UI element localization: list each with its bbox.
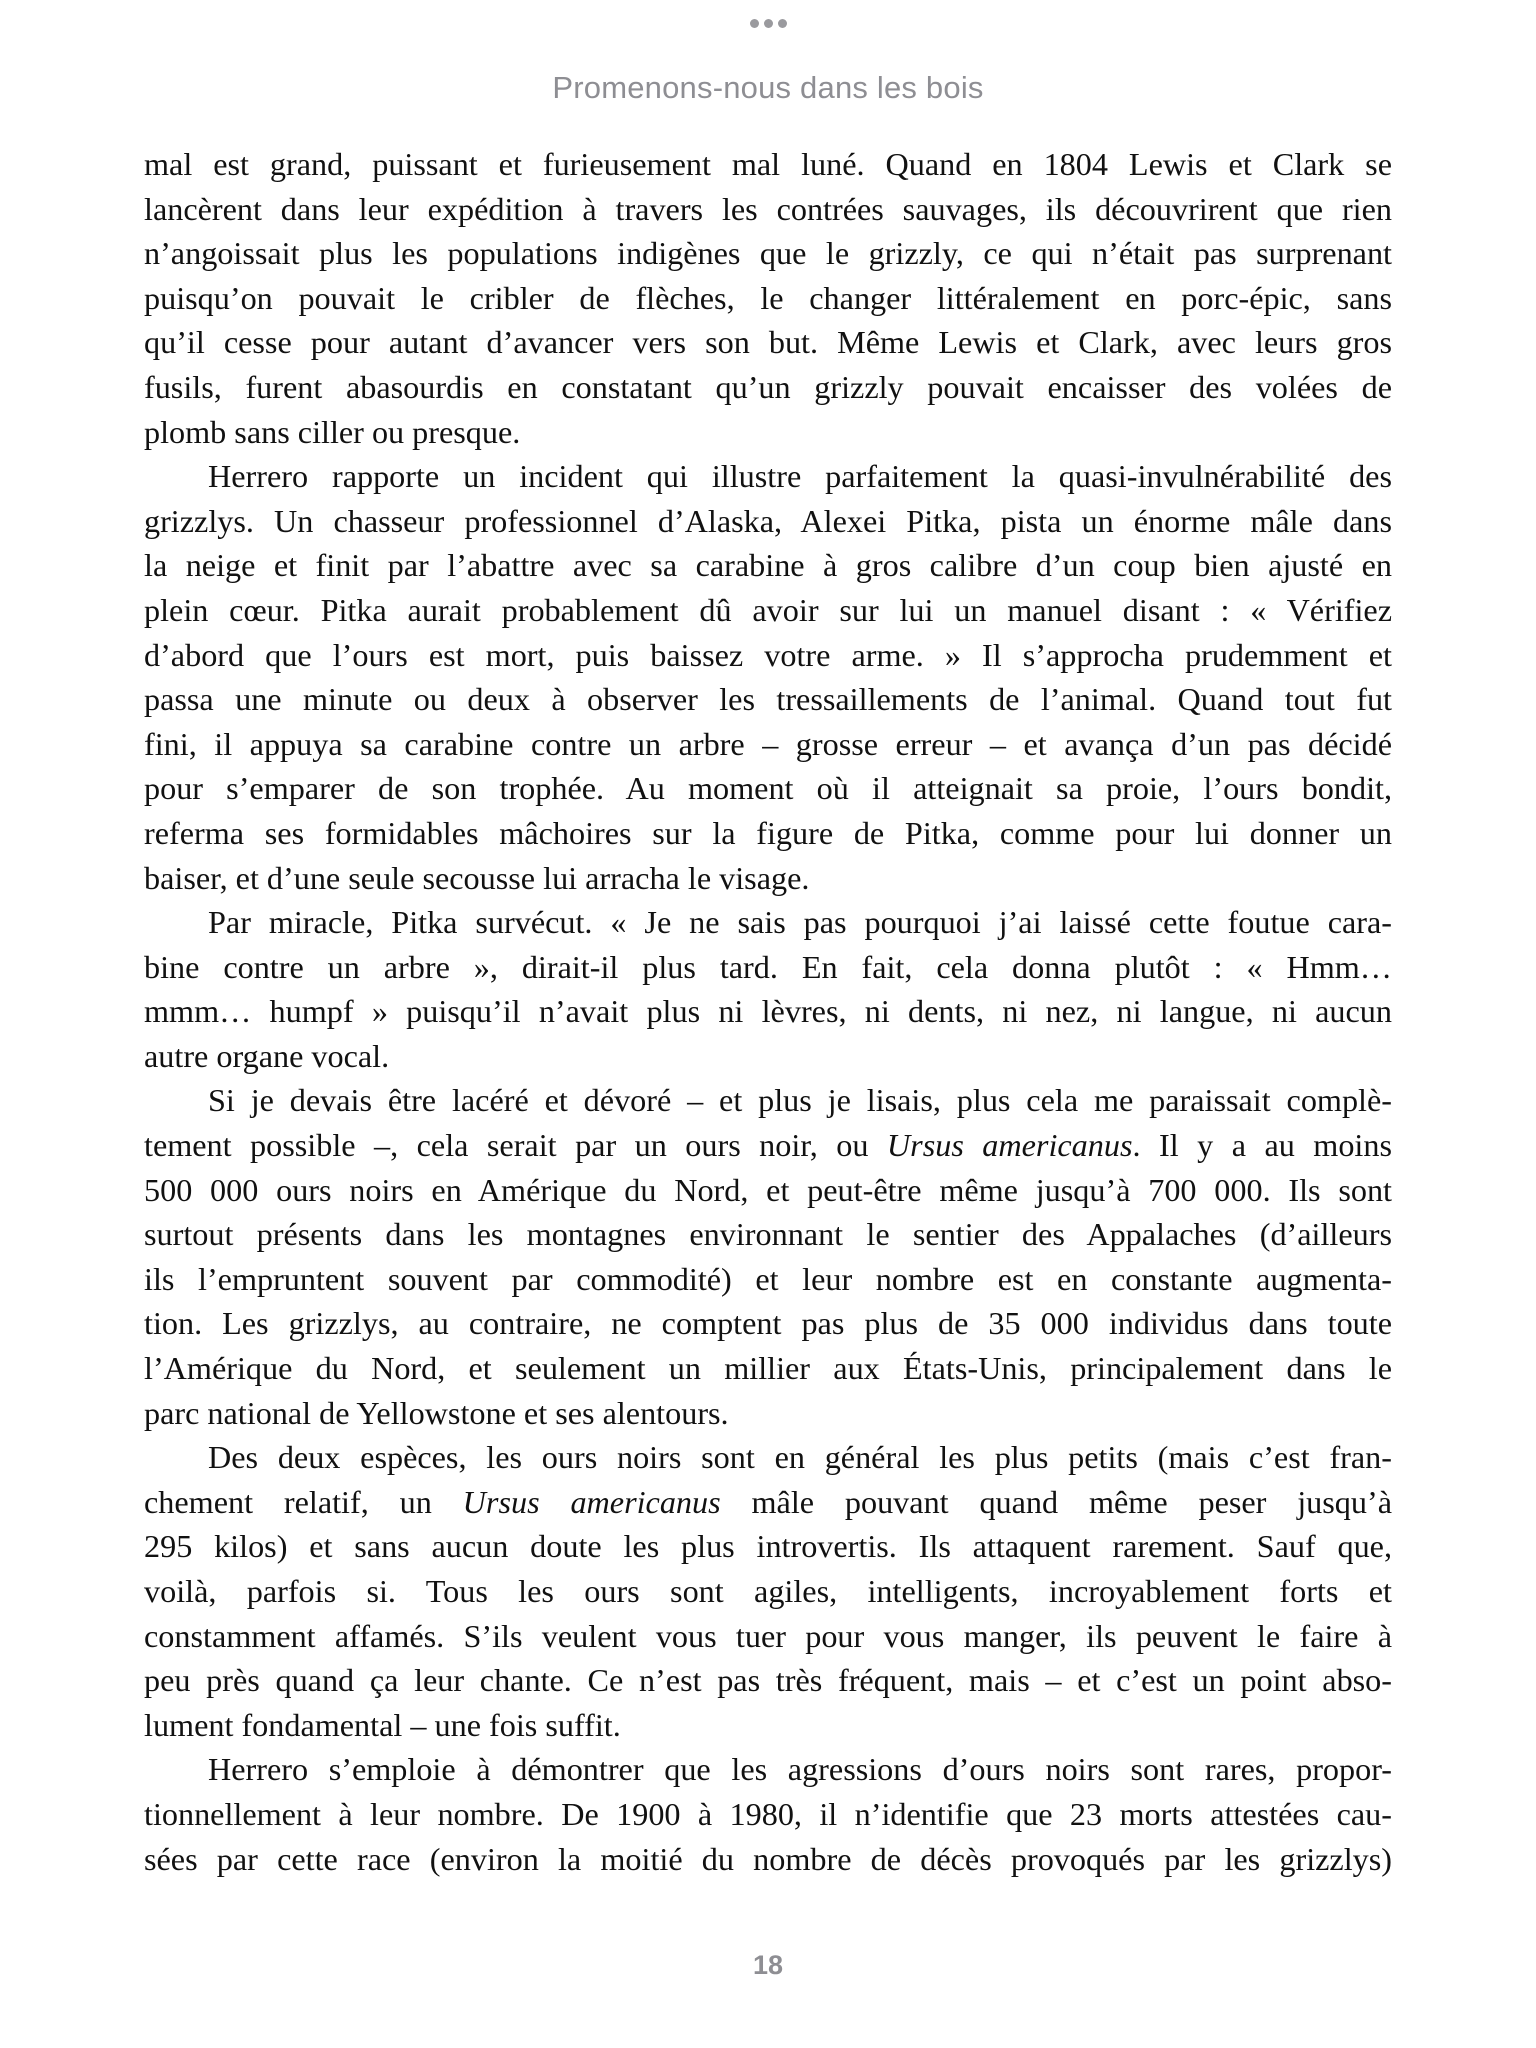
text-line: lument fondamental – une fois suffit.: [144, 1706, 621, 1743]
text-line: baiser, et d’une seule secousse lui arracha le visage.: [144, 859, 810, 896]
text-line: d’abord que l’ours est mort, puis baissez votre arme. » Il s’approcha prudemment et: [144, 636, 1392, 673]
text-line: surtout présents dans les montagnes environnant le sentier des Appalaches (d’ailleurs: [144, 1216, 1392, 1253]
text-line: l’Amérique du Nord, et seulement un millier aux États-Unis, principalement dans le: [144, 1350, 1392, 1387]
text-line: puisqu’on pouvait le cribler de flèches, le changer littéralement en porc-épic, sans: [144, 279, 1392, 316]
text-line: ils l’empruntent souvent par commodité) et leur nombre est en constante augmenta-: [144, 1260, 1392, 1297]
text-line: tionnellement à leur nombre. De 1900 à 1980, il n’identifie que 23 morts attestées cau-: [144, 1795, 1392, 1832]
text-line: mal est grand, puissant et furieusement mal luné. Quand en 1804 Lewis et Clark se: [144, 146, 1392, 182]
text-line: peu près quand ça leur chante. Ce n’est pas très fréquent, mais – et c’est un point abso-: [144, 1662, 1392, 1699]
text-line: Par miracle, Pitka survécut. « Je ne sais pas pourquoi j’ai laissé cette foutue cara-: [208, 904, 1392, 941]
text-line: tion. Les grizzlys, au contraire, ne comptent pas plus de 35 000 individus dans toute: [144, 1305, 1392, 1342]
dot: [750, 19, 759, 28]
text-line: plein cœur. Pitka aurait probablement dû avoir sur lui un manuel disant : « Vérifiez: [144, 591, 1392, 628]
text-line: Si je devais être lacéré et dévoré – et plus je lisais, plus cela me paraissait complè-: [208, 1082, 1392, 1119]
text-line: Des deux espèces, les ours noirs sont en général les plus petits (mais c’est fran-: [208, 1439, 1392, 1476]
text-line: parc national de Yellowstone et ses alentours.: [144, 1394, 729, 1431]
text-line: grizzlys. Un chasseur professionnel d’Alaska, Alexei Pitka, pista un énorme mâle dans: [144, 502, 1392, 539]
text-line: n’angoissait plus les populations indigènes que le grizzly, ce qui n’était pas surprenant: [144, 235, 1392, 272]
text-line: plomb sans ciller ou presque.: [144, 413, 521, 450]
text-line: Herrero rapporte un incident qui illustre parfaitement la quasi-invulnérabilité des: [208, 458, 1392, 495]
page-number: 18: [752, 1950, 784, 1980]
text-line: voilà, parfois si. Tous les ours sont agiles, intelligents, incroyablement forts et: [144, 1573, 1392, 1609]
dot: [778, 19, 787, 28]
text-line: 295 kilos) et sans aucun doute les plus introvertis. Ils attaquent rarement. Sauf que,: [144, 1528, 1392, 1565]
text-line: tement possible –, cela serait par un ours noir, ou Ursus americanus. Il y a au moins: [144, 1127, 1392, 1164]
text-line: lancèrent dans leur expédition à travers les contrées sauvages, ils découvrirent que rien: [144, 190, 1392, 227]
text-line: 500 000 ours noirs en Amérique du Nord, et peut-être même jusqu’à 700 000. Ils sont: [144, 1171, 1392, 1208]
text-line: passa une minute ou deux à observer les tressaillements de l’animal. Quand tout fut: [144, 681, 1392, 718]
text-line: referma ses formidables mâchoires sur la figure de Pitka, comme pour lui donner un: [144, 814, 1392, 851]
text-line: la neige et finit par l’abattre avec sa carabine à gros calibre d’un coup bien ajusté en: [144, 547, 1392, 584]
text-line: constamment affamés. S’ils veulent vous tuer pour vous manger, ils peuvent le faire à: [144, 1617, 1392, 1654]
text-line: autre organe vocal.: [144, 1037, 390, 1074]
text-line: Herrero s’emploie à démontrer que les agressions d’ours noirs sont rares, propor-: [208, 1751, 1392, 1788]
text-line: sées par cette race (environ la moitié du nombre de décès provoqués par les grizzlys): [144, 1840, 1392, 1877]
italic-term: Ursus americanus: [462, 1483, 721, 1520]
book-title: Promenons-nous dans les bois: [552, 70, 984, 105]
text-line: fusils, furent abasourdis en constatant qu’un grizzly pouvait encaisser des volées de: [144, 368, 1392, 405]
text-line: pour s’emparer de son trophée. Au moment où il atteignait sa proie, l’ours bondit,: [144, 770, 1392, 807]
italic-term: Ursus americanus: [886, 1127, 1133, 1164]
page-text: [144, 142, 1392, 1881]
more-dots-icon[interactable]: [0, 19, 1536, 28]
text-line: chement relatif, un Ursus americanus mâle pouvant quand même peser jusqu’à: [144, 1483, 1392, 1520]
text-line: mmm… humpf » puisqu’il n’avait plus ni lèvres, ni dents, ni nez, ni langue, ni aucun: [144, 993, 1392, 1030]
dot: [764, 19, 773, 28]
text-line: qu’il cesse pour autant d’avancer vers son but. Même Lewis et Clark, avec leurs gros: [144, 324, 1392, 361]
text-line: bine contre un arbre », dirait-il plus tard. En fait, cela donna plutôt : « Hmm…: [144, 948, 1392, 985]
text-line: fini, il appuya sa carabine contre un arbre – grosse erreur – et avança d’un pas décidé: [144, 725, 1392, 762]
